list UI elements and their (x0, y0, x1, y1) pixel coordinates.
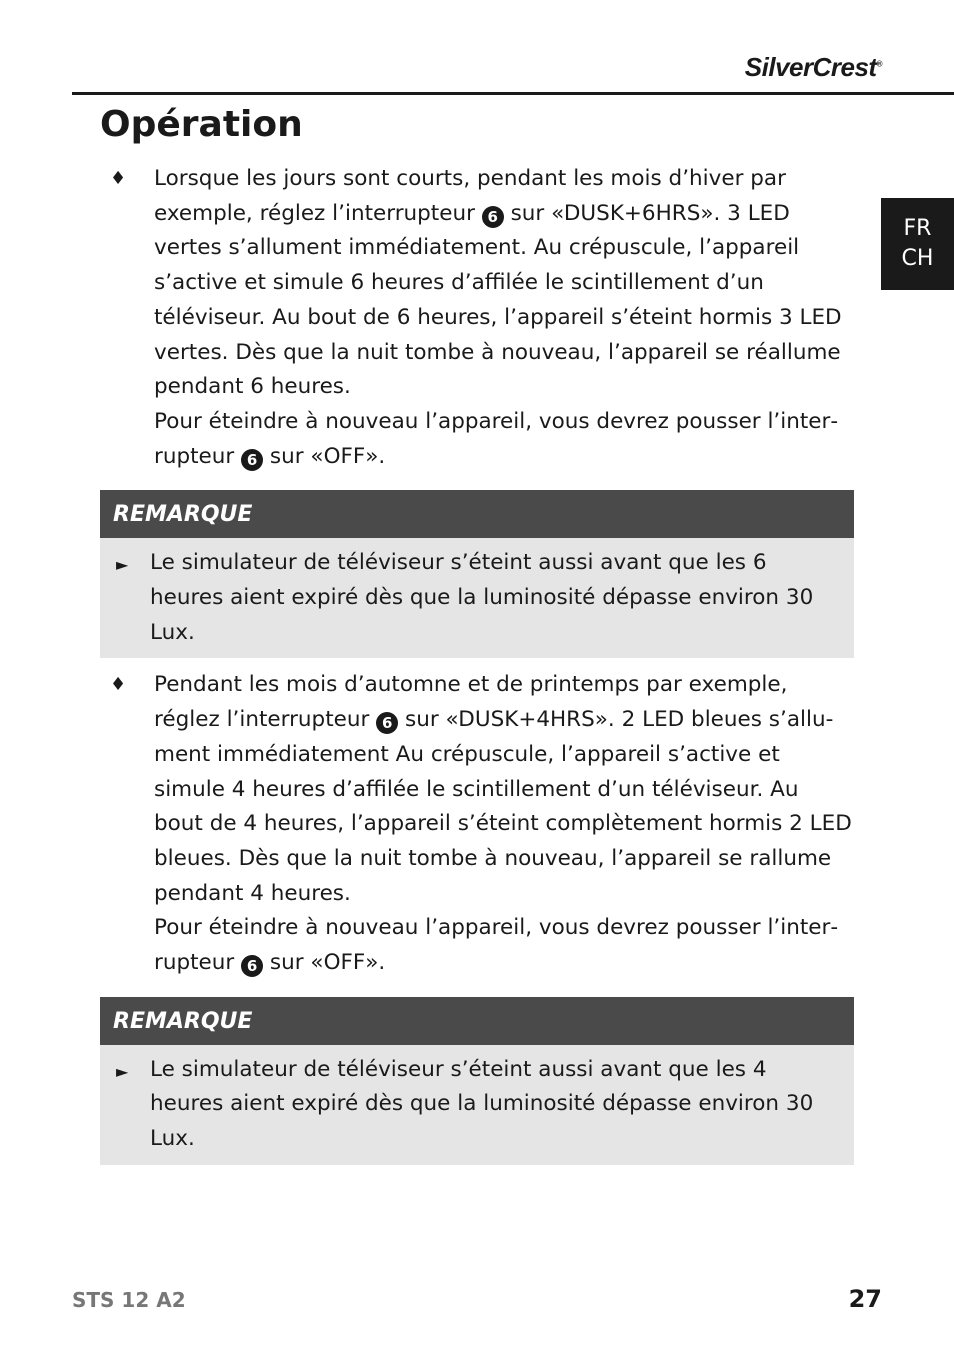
paragraph-switch-off (154, 405, 854, 474)
paragraph-autumn-mode (154, 668, 854, 911)
bullet-item-winter (100, 162, 854, 474)
diamond-bullet-icon: ♦ (110, 674, 127, 696)
paragraph-text: sur «OFF». (263, 950, 386, 976)
paragraph-text: sur «OFF». (263, 443, 386, 469)
note-heading: REMARQUE (100, 997, 854, 1045)
diamond-bullet-icon: ♦ (110, 168, 127, 189)
switch-reference-badge: 6 (241, 449, 263, 471)
switch-reference-badge: 6 (376, 712, 398, 734)
note-box (100, 490, 854, 658)
paragraph-winter-mode (154, 162, 854, 405)
header-rule (72, 92, 954, 95)
switch-reference-badge: 6 (482, 206, 504, 228)
arrow-bullet-icon: ► (116, 555, 129, 575)
paragraph-switch-off (154, 911, 854, 980)
note-body (100, 538, 854, 658)
page-number: 27 (848, 1285, 882, 1313)
arrow-bullet-icon: ► (116, 1061, 129, 1081)
switch-reference-badge: 6 (241, 955, 263, 977)
paragraph-text: Lorsque les jours sont courts, pendant les mois d’hiver par exemple, réglez l’interrupteur (154, 166, 786, 226)
language-code-fr: FR (903, 216, 932, 241)
language-code-ch: CH (901, 246, 934, 271)
bullet-item-autumn (100, 668, 854, 980)
paragraph-text: sur «DUSK+6HRS». 3 LED vertes s’allument immédiatement. Au crépuscule, l’appareil s’active et simule 6 heures d’affilée le scintillement d’un téléviseur. Au bout de 6 heures, l’appareil s’éteint hormis 3 LED vertes. Dès que la nuit tombe à nouveau, l’appareil se réallume pendant 6 heures. (154, 200, 842, 400)
note-heading: REMARQUE (100, 490, 854, 538)
paragraph-text: Pour éteindre à nouveau l’appareil, vous devrez pousser l’interrupteur (154, 915, 839, 976)
note-body (100, 1045, 854, 1165)
language-tab (881, 198, 954, 290)
paragraph-text: Pendant les mois d’automne et de printemps par exemple, réglez l’interrupteur (154, 672, 788, 733)
paragraph-text: sur «DUSK+4HRS». 2 LED bleues s’allument immédiatement Au crépuscule, l’appareil s’active et simule 4 heures d’affilée le scintillement d’un téléviseur. Au bout de 4 heures, l’appareil s’éteint complètement hormis 2 LED bleues. Dès que la nuit tombe à nouveau, l’appareil se rallume pendant 4 heures. (154, 707, 852, 906)
brand-name: SilverCrest (744, 52, 877, 82)
registered-mark: ® (876, 59, 882, 69)
note-text: Le simulateur de téléviseur s’éteint aussi avant que les 4 heures aient expiré dès que la luminosité dépasse environ 30 Lux. (150, 1056, 814, 1152)
model-number: STS 12 A2 (72, 1288, 186, 1312)
brand-logo (745, 52, 882, 83)
note-text: Le simulateur de téléviseur s’éteint aussi avant que les 6 heures aient expiré dès que la luminosité dépasse environ 30 Lux. (150, 550, 814, 645)
main-content (100, 162, 854, 1165)
page-title: Opération (100, 104, 303, 145)
paragraph-text: Pour éteindre à nouveau l’appareil, vous devrez pousser l’interrupteur (154, 408, 839, 469)
note-box (100, 997, 854, 1165)
